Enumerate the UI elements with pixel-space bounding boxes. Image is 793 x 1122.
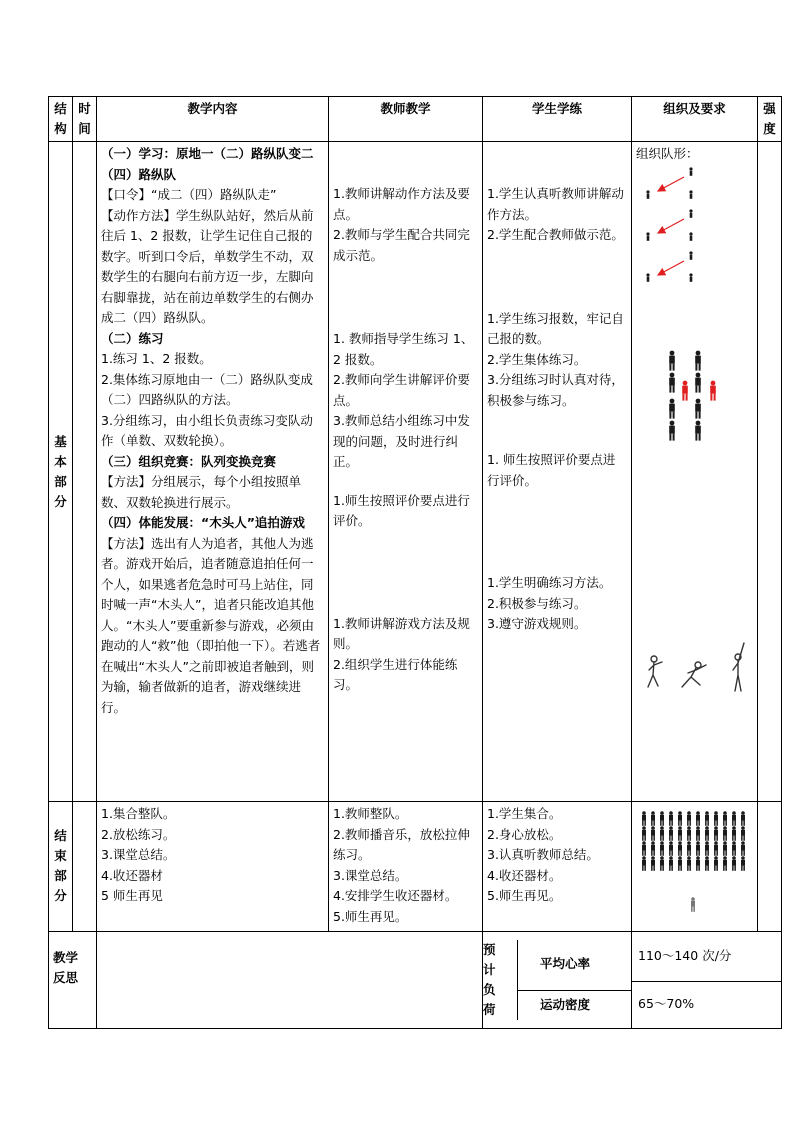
student-figure-icon bbox=[642, 811, 646, 826]
content-practice-2: 2.集体练习原地由一（二）路纵队变成（二）四路纵队的方法。 bbox=[101, 371, 313, 407]
student-figure-icon bbox=[660, 826, 664, 841]
teacher-b3: 3.教师总结小组练习中发现的问题，及时进行纠正。 bbox=[333, 413, 470, 469]
student-figure-icon bbox=[741, 856, 745, 871]
red-arrow-icon bbox=[658, 261, 684, 275]
student-d3: 3.遵守游戏规则。 bbox=[487, 616, 587, 631]
formation-change-diagram bbox=[646, 167, 692, 281]
student-figure-icon bbox=[741, 811, 745, 826]
density-label: 运动密度 bbox=[540, 996, 591, 1012]
ending-section-label bbox=[49, 802, 73, 932]
content-method-4: 【方法】选出有人为追者，其他人为逃者。游戏开始后，追者随意追拍任何一个人，如果逃者危急时可马上站住，同时喊一声“木头人”，追者只能改追其他人。“木头人”要重新参与游戏，必须由跑动的人“救”他（即拍他一下）。若逃者在喊出“木头人”之前即被追者触到，则为输，输者做新的追者，游戏继续进行。 bbox=[101, 535, 321, 715]
content-heading-4: （四）体能发展：“木头人”追拍游戏 bbox=[101, 515, 305, 530]
org-formation-label: 组织队形： bbox=[636, 146, 699, 161]
ending-content-item: 5 师生再见 bbox=[101, 888, 163, 903]
teacher-a2: 2.教师与学生配合共同完成示范。 bbox=[333, 227, 470, 263]
ending-content-item: 1.集合整队。 bbox=[101, 806, 176, 821]
student-d2: 2.积极参与练习。 bbox=[487, 595, 587, 611]
ending-student-cell bbox=[483, 802, 632, 932]
student-figure-icon bbox=[714, 856, 718, 871]
header-intensity: 强度 bbox=[758, 97, 782, 142]
student-figure-icon bbox=[723, 841, 727, 856]
student-figure-icon bbox=[714, 826, 718, 841]
student-figure-icon bbox=[669, 811, 673, 826]
student-c1: 1. 师生按照评价要点进行评价。 bbox=[487, 452, 616, 488]
content-practice-3: 3.分组练习，由小组长负责练习变队动作（单数、双数轮换）。 bbox=[101, 412, 313, 448]
ending-section-text: 结 束 部 分 bbox=[54, 828, 67, 904]
student-figure-icon bbox=[696, 826, 700, 841]
ending-section-row bbox=[49, 802, 782, 932]
student-figure-icon bbox=[732, 841, 736, 856]
student-figure-icon bbox=[642, 856, 646, 871]
ending-content-item: 3.课堂总结。 bbox=[101, 847, 176, 862]
student-figure-icon bbox=[669, 841, 673, 856]
ending-teacher-item: 5.师生再见。 bbox=[333, 908, 408, 924]
ending-organization-cell bbox=[632, 802, 758, 932]
heart-rate-value: 110～140 次/分 bbox=[632, 931, 782, 981]
load-label-cell bbox=[483, 931, 632, 1028]
ending-teacher-cell bbox=[329, 802, 483, 932]
header-teacher: 教师教学 bbox=[329, 97, 483, 142]
student-figure-icon bbox=[687, 856, 691, 871]
assembly-formation-diagram bbox=[636, 804, 752, 922]
ending-time-cell bbox=[73, 802, 97, 932]
student-b1: 1.学生练习报数，牢记自己报的数。 bbox=[487, 310, 624, 346]
heart-rate-label: 平均心率 bbox=[518, 940, 631, 991]
wooden-man-game-illustration bbox=[648, 643, 744, 691]
basic-content-cell bbox=[97, 142, 329, 802]
student-figure-icon bbox=[687, 811, 691, 826]
ending-student-item: 2.身心放松。 bbox=[487, 826, 562, 842]
teacher-b2: 2.教师向学生讲解评价要点。 bbox=[333, 372, 470, 408]
ending-teacher-item: 1.教师整队。 bbox=[333, 806, 408, 821]
ending-student-item: 5.师生再见。 bbox=[487, 888, 562, 903]
student-figure-icon bbox=[678, 826, 682, 841]
reflection-label-text: 教学 反思 bbox=[53, 949, 79, 985]
header-organization: 组织及要求 bbox=[632, 97, 758, 142]
student-figure-icon bbox=[678, 841, 682, 856]
header-content: 教学内容 bbox=[97, 97, 329, 142]
content-method-3: 【方法】分组展示，每个小组按照单数、双数轮换进行展示。 bbox=[101, 474, 302, 510]
student-figure-icon bbox=[642, 841, 646, 856]
student-figure-icon bbox=[696, 856, 700, 871]
student-figure-icon bbox=[723, 826, 727, 841]
lesson-plan-table bbox=[48, 96, 782, 1029]
basic-section-row bbox=[49, 142, 782, 802]
density-value: 65～70% bbox=[632, 981, 782, 1028]
ending-content-cell bbox=[97, 802, 329, 932]
ending-student-item: 1.学生集合。 bbox=[487, 806, 562, 821]
ending-teacher-item: 3.课堂总结。 bbox=[333, 867, 408, 883]
content-heading-3: （三）组织竞赛：队列变换竞赛 bbox=[101, 453, 277, 469]
basic-student-cell bbox=[483, 142, 632, 802]
student-b3: 3.分组练习时认真对待，积极参与练习。 bbox=[487, 372, 624, 408]
teacher-c1: 1.师生按照评价要点进行评价。 bbox=[333, 492, 470, 528]
student-a1: 1.学生认真听教师讲解动作方法。 bbox=[487, 186, 624, 222]
student-a2: 2.学生配合教师做示范。 bbox=[487, 227, 624, 242]
student-figure-icon bbox=[723, 811, 727, 826]
basic-organization-cell bbox=[632, 142, 758, 802]
student-figure-icon bbox=[696, 841, 700, 856]
student-figure-icon bbox=[732, 811, 736, 826]
header-structure: 结构 bbox=[49, 97, 73, 142]
content-heading-1: （一）学习：原地一（二）路纵队变二（四）路纵队 bbox=[101, 146, 314, 182]
ending-teacher-item: 2.教师播音乐，放松拉伸练习。 bbox=[333, 826, 470, 862]
student-figure-icon bbox=[669, 856, 673, 871]
student-figure-icon bbox=[669, 826, 673, 841]
student-figure-icon bbox=[660, 841, 664, 856]
student-figure-icon bbox=[660, 856, 664, 871]
student-figure-icon bbox=[660, 811, 664, 826]
four-column-formation-diagram bbox=[669, 350, 716, 440]
student-figure-icon bbox=[732, 826, 736, 841]
student-figure-icon bbox=[705, 811, 709, 826]
student-figure-icon bbox=[741, 841, 745, 856]
reflection-row-1 bbox=[49, 931, 782, 981]
student-figure-icon bbox=[732, 856, 736, 871]
ending-teacher-item: 4.安排学生收还器材。 bbox=[333, 888, 458, 903]
ending-content-item: 4.收还器材 bbox=[101, 867, 163, 883]
student-figure-icon bbox=[678, 856, 682, 871]
student-figure-icon bbox=[687, 826, 691, 841]
student-figure-icon bbox=[723, 856, 727, 871]
basic-time-cell bbox=[73, 142, 97, 802]
student-figure-icon bbox=[696, 811, 700, 826]
header-student: 学生学练 bbox=[483, 97, 632, 142]
teacher-b1: 1. 教师指导学生练习 1、2 报数。 bbox=[333, 331, 474, 367]
ending-student-item: 3.认真听教师总结。 bbox=[487, 847, 599, 862]
content-heading-2: （二）练习 bbox=[101, 330, 164, 346]
ending-student-item: 4.收还器材。 bbox=[487, 867, 562, 883]
student-figure-icon bbox=[687, 841, 691, 856]
content-method: 【动作方法】学生纵队站好，然后从前往后 1、2 报数，让学生记住自己报的数字。听到口令后，单数学生不动，双数学生的右腿向右前方迈一步，左脚向右脚靠拢，站在前边单数学生的右侧办成二（四）路纵队。 bbox=[101, 207, 314, 325]
student-figure-icon bbox=[651, 841, 655, 856]
content-practice-1: 1.练习 1、2 报数。 bbox=[101, 351, 212, 366]
ending-content-item: 2.放松练习。 bbox=[101, 826, 176, 842]
student-figure-icon bbox=[741, 826, 745, 841]
teacher-d1: 1.教师讲解游戏方法及规则。 bbox=[333, 615, 470, 651]
student-figure-icon bbox=[705, 841, 709, 856]
student-figure-icon bbox=[714, 811, 718, 826]
reflection-label-cell bbox=[49, 931, 97, 1028]
student-figure-icon bbox=[651, 856, 655, 871]
teacher-d2: 2.组织学生进行体能练习。 bbox=[333, 656, 458, 692]
load-label-text: 预 计 负 荷 bbox=[483, 940, 518, 1020]
student-d1: 1.学生明确练习方法。 bbox=[487, 575, 612, 590]
basic-teacher-cell bbox=[329, 142, 483, 802]
basic-section-label bbox=[49, 142, 73, 802]
student-figure-icon bbox=[651, 811, 655, 826]
student-figure-icon bbox=[651, 826, 655, 841]
header-time: 时间 bbox=[73, 97, 97, 142]
student-figure-icon bbox=[642, 826, 646, 841]
student-figure-icon bbox=[705, 826, 709, 841]
red-arrow-icon bbox=[658, 219, 684, 233]
student-figure-icon bbox=[705, 856, 709, 871]
basic-section-text: 基 本 部 分 bbox=[54, 433, 67, 509]
ending-intensity-cell bbox=[758, 802, 782, 932]
teacher-figure-icon bbox=[691, 897, 695, 912]
reflection-content-cell bbox=[97, 931, 483, 1028]
basic-intensity-cell bbox=[758, 142, 782, 802]
content-command: 【口令】“成二（四）路纵队走” bbox=[101, 187, 277, 202]
header-row bbox=[49, 97, 782, 142]
formation-diagrams bbox=[636, 165, 752, 725]
teacher-a1: 1.教师讲解动作方法及要点。 bbox=[333, 186, 470, 222]
student-figure-icon bbox=[678, 811, 682, 826]
red-arrow-icon bbox=[658, 177, 684, 191]
student-figure-icon bbox=[714, 841, 718, 856]
student-b2: 2.学生集体练习。 bbox=[487, 351, 587, 367]
